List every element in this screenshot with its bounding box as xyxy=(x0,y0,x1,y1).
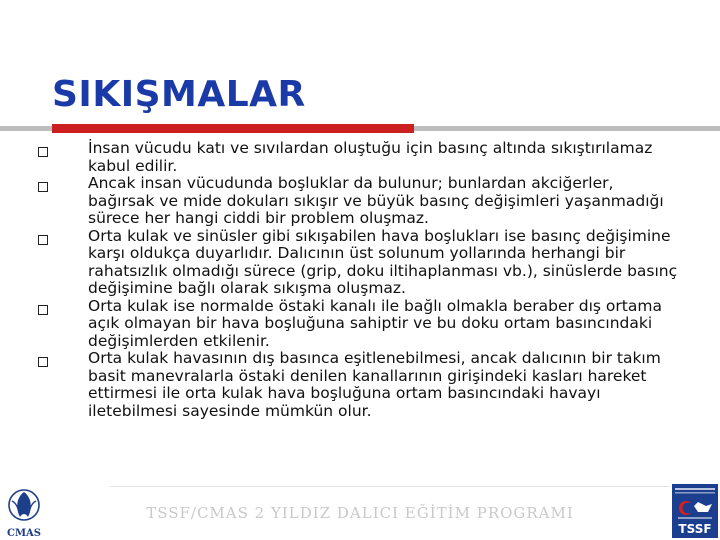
bullet-text: İnsan vücudu katı ve sıvılardan oluştuğu için basınç altında sıkıştırılamaz kabul edilir. xyxy=(88,139,653,175)
square-bullet-icon xyxy=(38,147,48,157)
square-bullet-icon xyxy=(38,357,48,367)
bullet-text: Ancak insan vücudunda boşluklar da bulunur; bunlardan akciğerler, bağırsak ve mide dokuları sıkışır ve büyük basınç değişimleri yaşanmadığı sürece her hangi ciddi bir problem oluşmaz. xyxy=(88,174,664,227)
bullet-text: Orta kulak ve sinüsler gibi sıkışabilen hava boşlukları ise basınç değişimine karşı oldukça duyarlıdır. Dalıcının üst solunum yollarında herhangi bir rahatsızlık olmadığı sürece (grip, doku iltihaplanması vb.), sinüslerde basınç değişimine bağlı olarak sıkışma oluşmaz. xyxy=(88,226,678,297)
list-item xyxy=(38,140,678,175)
square-bullet-icon xyxy=(38,305,48,315)
bullet-list xyxy=(38,140,678,420)
list-item xyxy=(38,228,678,298)
square-bullet-icon xyxy=(38,182,48,192)
cmas-logo-text: CMAS xyxy=(6,528,42,539)
cmas-logo-icon xyxy=(2,487,46,539)
list-item xyxy=(38,175,678,228)
slide-title: SIKIŞMALAR xyxy=(52,74,306,115)
list-item xyxy=(38,350,678,420)
tssf-logo-icon xyxy=(672,484,718,538)
slide-footer: TSSF/CMAS 2 YILDIZ DALICI EĞİTİM PROGRAMI xyxy=(146,504,574,522)
title-divider-red xyxy=(52,124,414,133)
footer-divider xyxy=(110,486,670,487)
square-bullet-icon xyxy=(38,235,48,245)
tssf-logo-text: TSSF xyxy=(678,522,712,536)
list-item xyxy=(38,298,678,351)
bullet-text: Orta kulak havasının dış basınca eşitlenebilmesi, ancak dalıcının bir takım basit manevralarla östaki denilen kanallarının girişindeki kasları hareket ettirmesi ile orta kulak hava boşluğuna ortam basıncındaki havayı iletebilmesi sayesinde mümkün olur. xyxy=(88,349,661,420)
bullet-text: Orta kulak ise normalde östaki kanalı ile bağlı olmakla beraber dış ortama açık olmayan bir hava boşluğuna sahiptir ve bu doku ortam basıncındaki değişimlerden etkilenir. xyxy=(88,296,662,350)
